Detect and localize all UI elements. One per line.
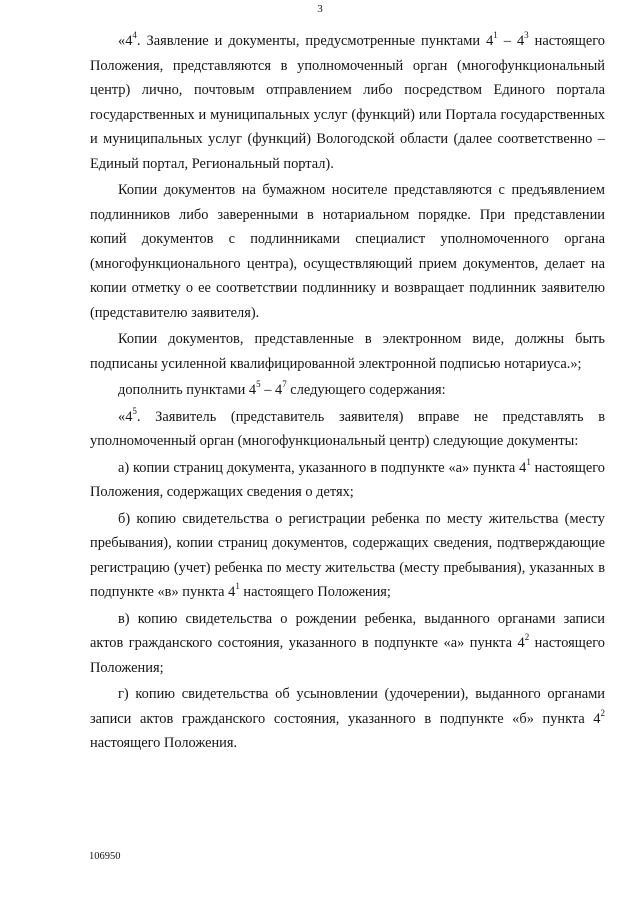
text-run: настоящего Положения. [90,735,238,751]
superscript: 2 [600,707,605,718]
page-number: 3 [317,3,323,15]
paragraph-item-g [90,682,605,756]
superscript: 1 [526,456,531,467]
paragraph-supplement [90,378,605,403]
paragraph-copies-paper [90,178,605,325]
superscript: 5 [132,405,137,416]
text-run: настоящего Положения; [90,635,605,676]
text-run: в) копию свидетельства о рождении ребенка, выданного органами записи актов гражданского состояния, указанного в подпункте «а» пункта 4 [90,610,605,651]
superscript: 7 [282,379,287,390]
text-run: г) копию свидетельства об усыновлении (удочерении), выданного органами записи актов гражданского состояния, указанного в подпункте «б» пункта 4 [90,686,605,727]
text-run: Копии документов, представленные в электронном виде, должны быть подписаны усиленной квалифицированной электронной подписью нотариуса.»; [90,331,605,372]
paragraph-copies-electronic [90,327,605,376]
paragraph-item-a [90,456,605,505]
text-run: настоящего Положения, содержащих сведения о детях; [90,459,605,500]
superscript: 3 [524,30,529,41]
text-run: а) копии страниц документа, указанного в подпункте «а» пункта 4 [118,459,527,476]
superscript: 1 [235,581,240,592]
paragraph-p44 [90,29,605,176]
text-run: . Заявитель (представитель заявителя) вправе не представлять в уполномоченный орган (многофункциональный центр) следующие документы: [90,408,605,449]
document-body [90,29,605,758]
superscript: 2 [524,632,530,643]
text-run: настоящего Положения, представляются в уполномоченный орган (многофункциональный центр) лично, почтовым отправлением либо посредством Единого портала государственных и муниципальных услуг (функций) или Портала государственных и муниципальных услуг (функций) Вологодской области (далее соответственно – Единый портал, Региональный портал). [90,33,605,172]
text-run: настоящего Положения; [239,584,391,600]
text-run: следующего содержания: [286,382,446,398]
text-run: Копии документов на бумажном носителе представляются с предъявлением подлинников либо заверенными в нотариальном порядке. При представлении копий документов с подлинниками специалист уполномоченного органа (многофункционального центра), осуществляющий прием документов, делает на копии отметку о ее соответствии подлиннику и возвращает подлинник заявителю (представителю заявителя). [90,182,605,321]
paragraph-item-v [90,607,605,681]
text-run: – 4 [260,382,283,398]
text-run: б) копию свидетельства о регистрации ребенка по месту жительства (месту пребывания), копии страниц документов, содержащих сведения, подтверждающие регистрацию (учет) ребенка по месту жительства (месту пребывания), указанных в подпункте «в» пункта 4 [90,510,605,600]
text-run: . Заявление и документы, предусмотренные пунктами 4 [136,33,494,49]
text-run: «4 [118,408,133,425]
paragraph-item-b [90,507,605,605]
superscript: 5 [256,379,261,390]
text-run: дополнить пунктами 4 [118,382,257,398]
text-run: «4 [118,33,133,49]
superscript: 1 [493,30,498,41]
superscript: 4 [132,30,137,41]
text-run: – 4 [497,33,525,49]
document-code: 106950 [89,851,121,862]
paragraph-p45 [90,405,605,454]
